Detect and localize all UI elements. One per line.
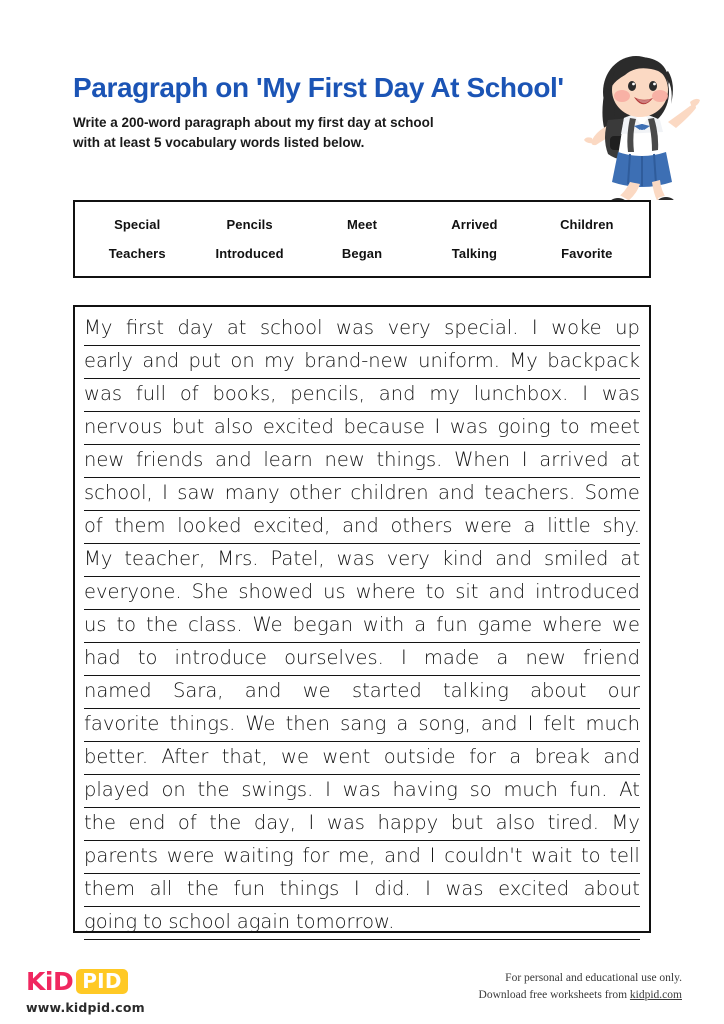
paragraph-word: excited [498, 877, 570, 900]
paragraph-line [84, 478, 640, 511]
paragraph-line [84, 775, 640, 808]
paragraph-word: and [378, 382, 416, 405]
paragraph-ruled-lines [84, 313, 640, 940]
paragraph-word: again [236, 910, 291, 933]
paragraph-word: also [213, 415, 254, 438]
paragraph-word: the [84, 811, 117, 834]
vocabulary-word: Children [560, 217, 614, 232]
paragraph-word: much [503, 778, 558, 801]
paragraph-word: My [84, 547, 113, 570]
vocabulary-word: Favorite [561, 246, 613, 261]
paragraph-word: a [509, 745, 522, 768]
paragraph-word: day, [253, 811, 296, 834]
paragraph-word: game [477, 613, 533, 636]
footer-usage-note [479, 970, 682, 1005]
paragraph-word: class. [187, 613, 243, 636]
paragraph-word: named [84, 679, 152, 702]
paragraph-word: us [84, 613, 107, 636]
paragraph-line [84, 643, 640, 676]
vocabulary-word: Special [114, 217, 161, 232]
paragraph-word: others [390, 514, 453, 537]
paragraph-word: began [292, 613, 353, 636]
paragraph-word: shy. [602, 514, 640, 537]
paragraph-word: and [603, 745, 640, 768]
paragraph-word: tomorrow. [296, 910, 395, 933]
paragraph-word: meet [589, 415, 640, 438]
paragraph-word: was [336, 316, 375, 339]
paragraph-word: brand-new [304, 349, 409, 372]
paragraph-word: we [612, 613, 640, 636]
paragraph-line [84, 544, 640, 577]
paragraph-line [84, 709, 640, 742]
paragraph-word: friend [582, 646, 640, 669]
paragraph-word: but [171, 415, 205, 438]
instruction-line-2: with at least 5 vocabulary words listed below. [73, 135, 365, 151]
paragraph-word: going [84, 910, 138, 933]
paragraph-word: were [464, 514, 512, 537]
paragraph-word: about [583, 877, 640, 900]
paragraph-word: to [137, 646, 158, 669]
paragraph-word: Mrs. [217, 547, 259, 570]
paragraph-word: on [161, 778, 186, 801]
paragraph-word: introduce [174, 646, 267, 669]
paragraph-word: I [434, 415, 441, 438]
vocabulary-word: Arrived [451, 217, 498, 232]
paragraph-word: and [488, 580, 526, 603]
paragraph-word: end [128, 811, 166, 834]
paragraph-word: having [392, 778, 458, 801]
vocabulary-word: Teachers [108, 246, 166, 261]
paragraph-word: talking [443, 679, 509, 702]
paragraph-word: I [308, 811, 315, 834]
paragraph-word: We [252, 613, 283, 636]
paragraph-word: to [116, 613, 137, 636]
paragraph-word: and [244, 679, 282, 702]
paragraph-word: I [353, 877, 360, 900]
paragraph-word: introduced [535, 580, 640, 603]
paragraph-word: everyone. [84, 580, 182, 603]
paragraph-word: full [135, 382, 166, 405]
paragraph-word: of [179, 382, 199, 405]
paragraph-word: at [226, 316, 247, 339]
paragraph-word: we [302, 679, 331, 702]
paragraph-word: We [245, 712, 276, 735]
paragraph-word: excited [262, 415, 334, 438]
paragraph-word: to [560, 415, 580, 438]
paragraph-word: up [615, 316, 640, 339]
paragraph-word: school [168, 910, 231, 933]
paragraph-word: to [425, 580, 446, 603]
paragraph-word: friends [136, 448, 204, 471]
paragraph-word: and [142, 349, 180, 372]
paragraph-word: also [495, 811, 536, 834]
paragraph-word: Sara, [172, 679, 224, 702]
paragraph-word: children [350, 481, 429, 504]
paragraph-word: and [438, 481, 475, 504]
paragraph-word: first [125, 316, 164, 339]
paragraph-word: My [84, 316, 113, 339]
paragraph-word: a [396, 712, 409, 735]
paragraph-word: wait [531, 844, 573, 867]
paragraph-word: little [547, 514, 591, 537]
paragraph-word: my [429, 382, 460, 405]
paragraph-word: tell [609, 844, 640, 867]
paragraph-word: was [84, 382, 123, 405]
paragraph-word: ourselves. [284, 646, 384, 669]
paragraph-word: but [450, 811, 484, 834]
page-title: Paragraph on 'My First Day At School' [73, 72, 564, 103]
paragraph-word: started [351, 679, 422, 702]
paragraph-word: and [480, 712, 518, 735]
paragraph-word: them [84, 877, 135, 900]
paragraph-word: we [281, 745, 309, 768]
paragraph-word: I [582, 382, 589, 405]
paragraph-line [84, 841, 640, 874]
paragraph-word: that, [221, 745, 268, 768]
paragraph-word: special. [444, 316, 519, 339]
logo-kid-text: KiD [26, 967, 74, 996]
paragraph-line [84, 346, 640, 379]
paragraph-line [84, 313, 640, 346]
footer-note-prefix: Download free worksheets from [478, 989, 630, 1002]
paragraph-word: at [620, 448, 640, 471]
paragraph-word: better. [84, 745, 149, 768]
schoolgirl-illustration [578, 52, 706, 200]
paragraph-line [84, 874, 640, 907]
paragraph-word: was [445, 877, 484, 900]
paragraph-word: lunchbox. [473, 382, 569, 405]
paragraph-word: at [620, 547, 640, 570]
logo-lockup [26, 968, 145, 995]
paragraph-word: smiled [544, 547, 609, 570]
paragraph-word: I [527, 712, 534, 735]
paragraph-word: for [469, 745, 496, 768]
paragraph-word: the [145, 613, 178, 636]
paragraph-word: teacher, [124, 547, 206, 570]
worksheet-footer [0, 960, 724, 1024]
paragraph-word: went [322, 745, 371, 768]
paragraph-word: other [289, 481, 341, 504]
paragraph-word: parents [84, 844, 159, 867]
paragraph-line [84, 808, 640, 841]
paragraph-word: swings. [241, 778, 314, 801]
paragraph-word: woke [551, 316, 602, 339]
paragraph-word: She [191, 580, 229, 603]
paragraph-word: waiting [223, 844, 294, 867]
paragraph-line [84, 379, 640, 412]
paragraph-word: to [580, 844, 601, 867]
paragraph-word: books, [212, 382, 277, 405]
paragraph-word: tired. [547, 811, 599, 834]
vocabulary-word: Meet [347, 217, 378, 232]
paragraph-word: outside [383, 745, 456, 768]
footer-note-line-1: For personal and educational use only. [505, 972, 682, 984]
paragraph-word: had [84, 646, 121, 669]
paragraph-word: things. [169, 712, 236, 735]
paragraph-word: fun. [569, 778, 608, 801]
paragraph-word: things. [376, 448, 443, 471]
paragraph-word: My [611, 811, 640, 834]
paragraph-word: break [534, 745, 590, 768]
paragraph-word: sit [455, 580, 479, 603]
paragraph-word: were [166, 844, 215, 867]
vocabulary-word: Pencils [226, 217, 273, 232]
paragraph-word: and [384, 844, 421, 867]
paragraph-word: so [469, 778, 492, 801]
paragraph-line [84, 907, 640, 940]
paragraph-word: much [585, 712, 640, 735]
paragraph-word: things [279, 877, 340, 900]
paragraph-word: kind [441, 547, 484, 570]
paragraph-word: happy [377, 811, 439, 834]
paragraph-word: because [343, 415, 425, 438]
paragraph-word: excited, [253, 514, 331, 537]
paragraph-word: the [209, 811, 242, 834]
paragraph-word: fun [233, 877, 266, 900]
paragraph-word: I [325, 778, 331, 801]
paragraph-word: I [531, 316, 538, 339]
paragraph-word: them [114, 514, 166, 537]
paragraph-word: and [495, 547, 532, 570]
paragraph-word: and [214, 448, 252, 471]
paragraph-word: for [302, 844, 330, 867]
paragraph-word: a [523, 514, 536, 537]
paragraph-word: school [259, 316, 323, 339]
paragraph-word: day [177, 316, 214, 339]
paragraph-word: new [525, 646, 566, 669]
paragraph-word: When [454, 448, 511, 471]
paragraph-word: I [521, 448, 528, 471]
paragraph-word: Patel, [270, 547, 325, 570]
paragraph-line [84, 742, 640, 775]
paragraph-word: me, [338, 844, 376, 867]
paragraph-word: of [84, 514, 103, 537]
paragraph-word: then [285, 712, 331, 735]
vocabulary-word-bank [73, 200, 651, 278]
paragraph-word: to [142, 910, 163, 933]
paragraph-word: going [497, 415, 551, 438]
paragraph-word: all [149, 877, 173, 900]
vocabulary-row-2 [81, 246, 643, 261]
logo-website-url: www.kidpid.com [26, 1000, 145, 1015]
paragraph-word: early [84, 349, 133, 372]
paragraph-answer-box[interactable] [73, 305, 651, 933]
paragraph-word: a [496, 646, 509, 669]
paragraph-word: My [509, 349, 538, 372]
logo-pid-badge: PID [76, 969, 128, 994]
paragraph-word: After [161, 745, 209, 768]
paragraph-word: with [362, 613, 405, 636]
paragraph-word: I [429, 844, 436, 867]
paragraph-word: was [449, 415, 488, 438]
kidpid-logo[interactable] [26, 968, 145, 1015]
paragraph-word: and [342, 514, 379, 537]
vocabulary-word: Talking [451, 246, 498, 261]
paragraph-word: a [414, 613, 427, 636]
paragraph-word: backpack [547, 349, 640, 372]
paragraph-line [84, 610, 640, 643]
paragraph-word: very [386, 547, 430, 570]
paragraph-word: looked [177, 514, 242, 537]
paragraph-word: fun [436, 613, 468, 636]
paragraph-line [84, 577, 640, 610]
paragraph-word: arrived [539, 448, 609, 471]
paragraph-word: felt [543, 712, 576, 735]
paragraph-word: uniform. [418, 349, 500, 372]
paragraph-word: the [197, 778, 230, 801]
paragraph-line [84, 511, 640, 544]
paragraph-word: new [84, 448, 125, 471]
vocabulary-word: Introduced [215, 246, 284, 261]
paragraph-word: our [607, 679, 640, 702]
footer-note-line-2 [479, 987, 682, 1004]
paragraph-word: was [342, 778, 381, 801]
paragraph-line [84, 412, 640, 445]
paragraph-word: on [230, 349, 255, 372]
paragraph-word: I [401, 646, 407, 669]
instruction-line-1: Write a 200-word paragraph about my first day at school [73, 115, 434, 131]
paragraph-word: sang [340, 712, 387, 735]
paragraph-word: was [601, 382, 640, 405]
paragraph-word: us [323, 580, 346, 603]
paragraph-word: did. [374, 877, 411, 900]
paragraph-word: learn [263, 448, 313, 471]
paragraph-word: I [162, 481, 168, 504]
paragraph-word: saw [177, 481, 216, 504]
paragraph-word: couldn't [444, 844, 523, 867]
paragraph-word: of [177, 811, 197, 834]
paragraph-word: school, [84, 481, 153, 504]
paragraph-word: put [188, 349, 221, 372]
paragraph-word: teachers. [484, 481, 576, 504]
paragraph-word: was [336, 547, 375, 570]
paragraph-line [84, 676, 640, 709]
paragraph-word: was [326, 811, 365, 834]
paragraph-word: showed [238, 580, 314, 603]
paragraph-word: my [264, 349, 295, 372]
paragraph-word: about [530, 679, 587, 702]
paragraph-word: many [224, 481, 280, 504]
vocabulary-word: Began [341, 246, 383, 261]
paragraph-word: favorite [84, 712, 160, 735]
kidpid-website-link[interactable]: kidpid.com [629, 989, 682, 1002]
paragraph-word: very [387, 316, 431, 339]
paragraph-word: made [423, 646, 480, 669]
vocabulary-row-1 [81, 217, 643, 232]
paragraph-word: nervous [84, 415, 163, 438]
paragraph-word: song, [418, 712, 471, 735]
paragraph-line [84, 445, 640, 478]
paragraph-word: I [425, 877, 431, 900]
paragraph-word: where [542, 613, 603, 636]
paragraph-word: the [186, 877, 219, 900]
paragraph-word: new [324, 448, 365, 471]
paragraph-word: pencils, [290, 382, 365, 405]
paragraph-word: played [84, 778, 150, 801]
paragraph-word: where [355, 580, 416, 603]
paragraph-word: Some [584, 481, 640, 504]
paragraph-word: At [619, 778, 640, 801]
